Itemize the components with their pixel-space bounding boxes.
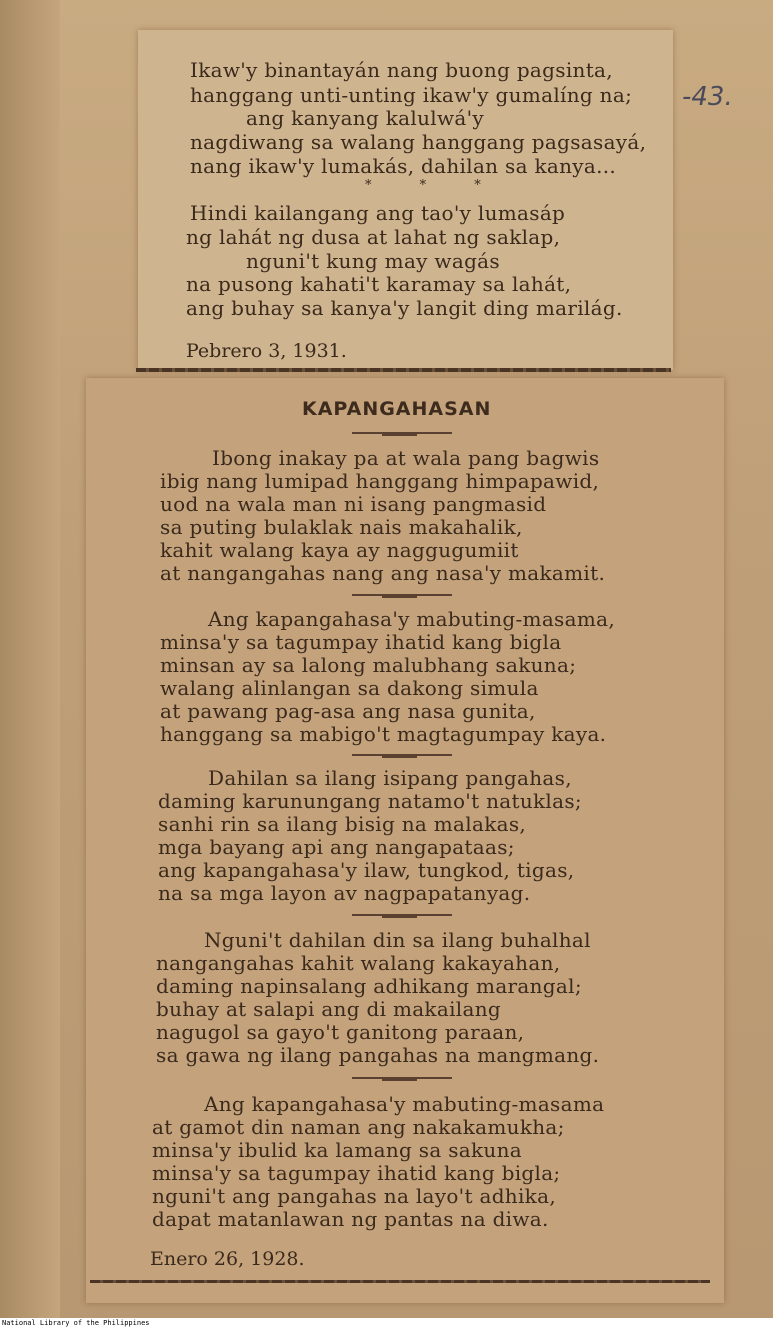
poem2-line: minsa'y sa tagumpay ihatid kang bigla; <box>152 1161 561 1185</box>
poem2-line: daming karunungang natamo't natuklas; <box>158 789 582 813</box>
divider <box>352 914 452 916</box>
poem1-line: ang kanyang kalulwá'y <box>246 106 485 130</box>
poem1-line: ng lahát ng dusa at lahat ng saklap, <box>186 225 561 249</box>
poem2-line: mga bayang api ang nangapataas; <box>158 835 515 859</box>
poem1-line: na pusong kahati't karamay sa lahát, <box>186 272 572 296</box>
poem1-line: Hindi kailangang ang tao'y lumasáp <box>190 201 566 225</box>
poem2-line: hanggang sa mabigo't magtagumpay kaya. <box>160 722 607 746</box>
section-stars: * * * <box>365 178 503 193</box>
poem2-line: na sa mga layon av nagpapatanyag. <box>158 881 531 905</box>
handwritten-page-number: -43. <box>682 82 733 112</box>
poem2-line: Ang kapangahasa'y mabuting-masama <box>204 1092 605 1116</box>
poem2-line: sanhi rin sa ilang bisig na malakas, <box>158 812 527 836</box>
poem2-line: Ang kapangahasa'y mabuting-masama, <box>208 607 615 631</box>
poem2-line: Ibong inakay pa at wala pang bagwis <box>212 446 600 470</box>
poem2-line: buhay at salapi ang di makailang <box>156 997 501 1021</box>
rule <box>90 1280 710 1283</box>
poem2-line: Nguni't dahilan din sa ilang buhalhal <box>204 928 591 952</box>
poem2-line: at pawang pag-asa ang nasa gunita, <box>160 699 536 723</box>
divider <box>352 432 452 434</box>
footer-credit: National Library of the Philippines <box>2 1319 150 1327</box>
poem1-line: nang ikaw'y lumakás, dahilan sa kanya... <box>190 154 617 178</box>
divider <box>352 594 452 596</box>
page-edge <box>0 0 60 1318</box>
poem2-line: nangangahas kahit walang kakayahan, <box>156 951 561 975</box>
divider <box>352 754 452 756</box>
poem2-line: minsa'y ibulid ka lamang sa sakuna <box>152 1138 523 1162</box>
poem1-line: nagdiwang sa walang hanggang pagsasayá, <box>190 130 647 154</box>
poem2-line: uod na wala man ni isang pangmasid <box>160 492 547 516</box>
poem2-line: ang kapangahasa'y ilaw, tungkod, tigas, <box>158 858 575 882</box>
poem2-line: sa puting bulaklak nais makahalik, <box>160 515 523 539</box>
poem2-line: nguni't ang pangahas na layo't adhika, <box>152 1184 556 1208</box>
poem1-line: hanggang unti-unting ikaw'y gumalíng na; <box>190 83 633 107</box>
footer-bar <box>0 1318 773 1328</box>
poem2-line: at nangangahas nang ang nasa'y makamit. <box>160 561 606 585</box>
poem2-title: KAPANGAHASAN <box>302 398 492 420</box>
poem2-line: nagugol sa gayo't ganitong paraan, <box>156 1020 525 1044</box>
poem2-line: at gamot din naman ang nakakamukha; <box>152 1115 565 1139</box>
poem1-line: ang buhay sa kanya'y langit ding marilág. <box>186 296 623 320</box>
divider <box>352 1077 452 1079</box>
poem2-line: walang alinlangan sa dakong simula <box>160 676 539 700</box>
poem2-line: sa gawa ng ilang pangahas na mangmang. <box>156 1043 600 1067</box>
poem2-date: Enero 26, 1928. <box>150 1248 305 1270</box>
poem2-line: Dahilan sa ilang isipang pangahas, <box>208 766 572 790</box>
poem2-line: ibig nang lumipad hanggang himpapawid, <box>160 469 600 493</box>
poem2-line: minsan ay sa lalong malubhang sakuna; <box>160 653 577 677</box>
rule <box>136 368 671 372</box>
poem1-line: nguni't kung may wagás <box>246 249 500 273</box>
poem2-line: dapat matanlawan ng pantas na diwa. <box>152 1207 549 1231</box>
poem2-line: kahit walang kaya ay naggugumiit <box>160 538 519 562</box>
poem2-line: minsa'y sa tagumpay ihatid kang bigla <box>160 630 562 654</box>
poem1-date: Pebrero 3, 1931. <box>186 340 347 362</box>
poem2-line: daming napinsalang adhikang marangal; <box>156 974 582 998</box>
poem1-line: Ikaw'y binantayán nang buong pagsinta, <box>190 58 613 82</box>
